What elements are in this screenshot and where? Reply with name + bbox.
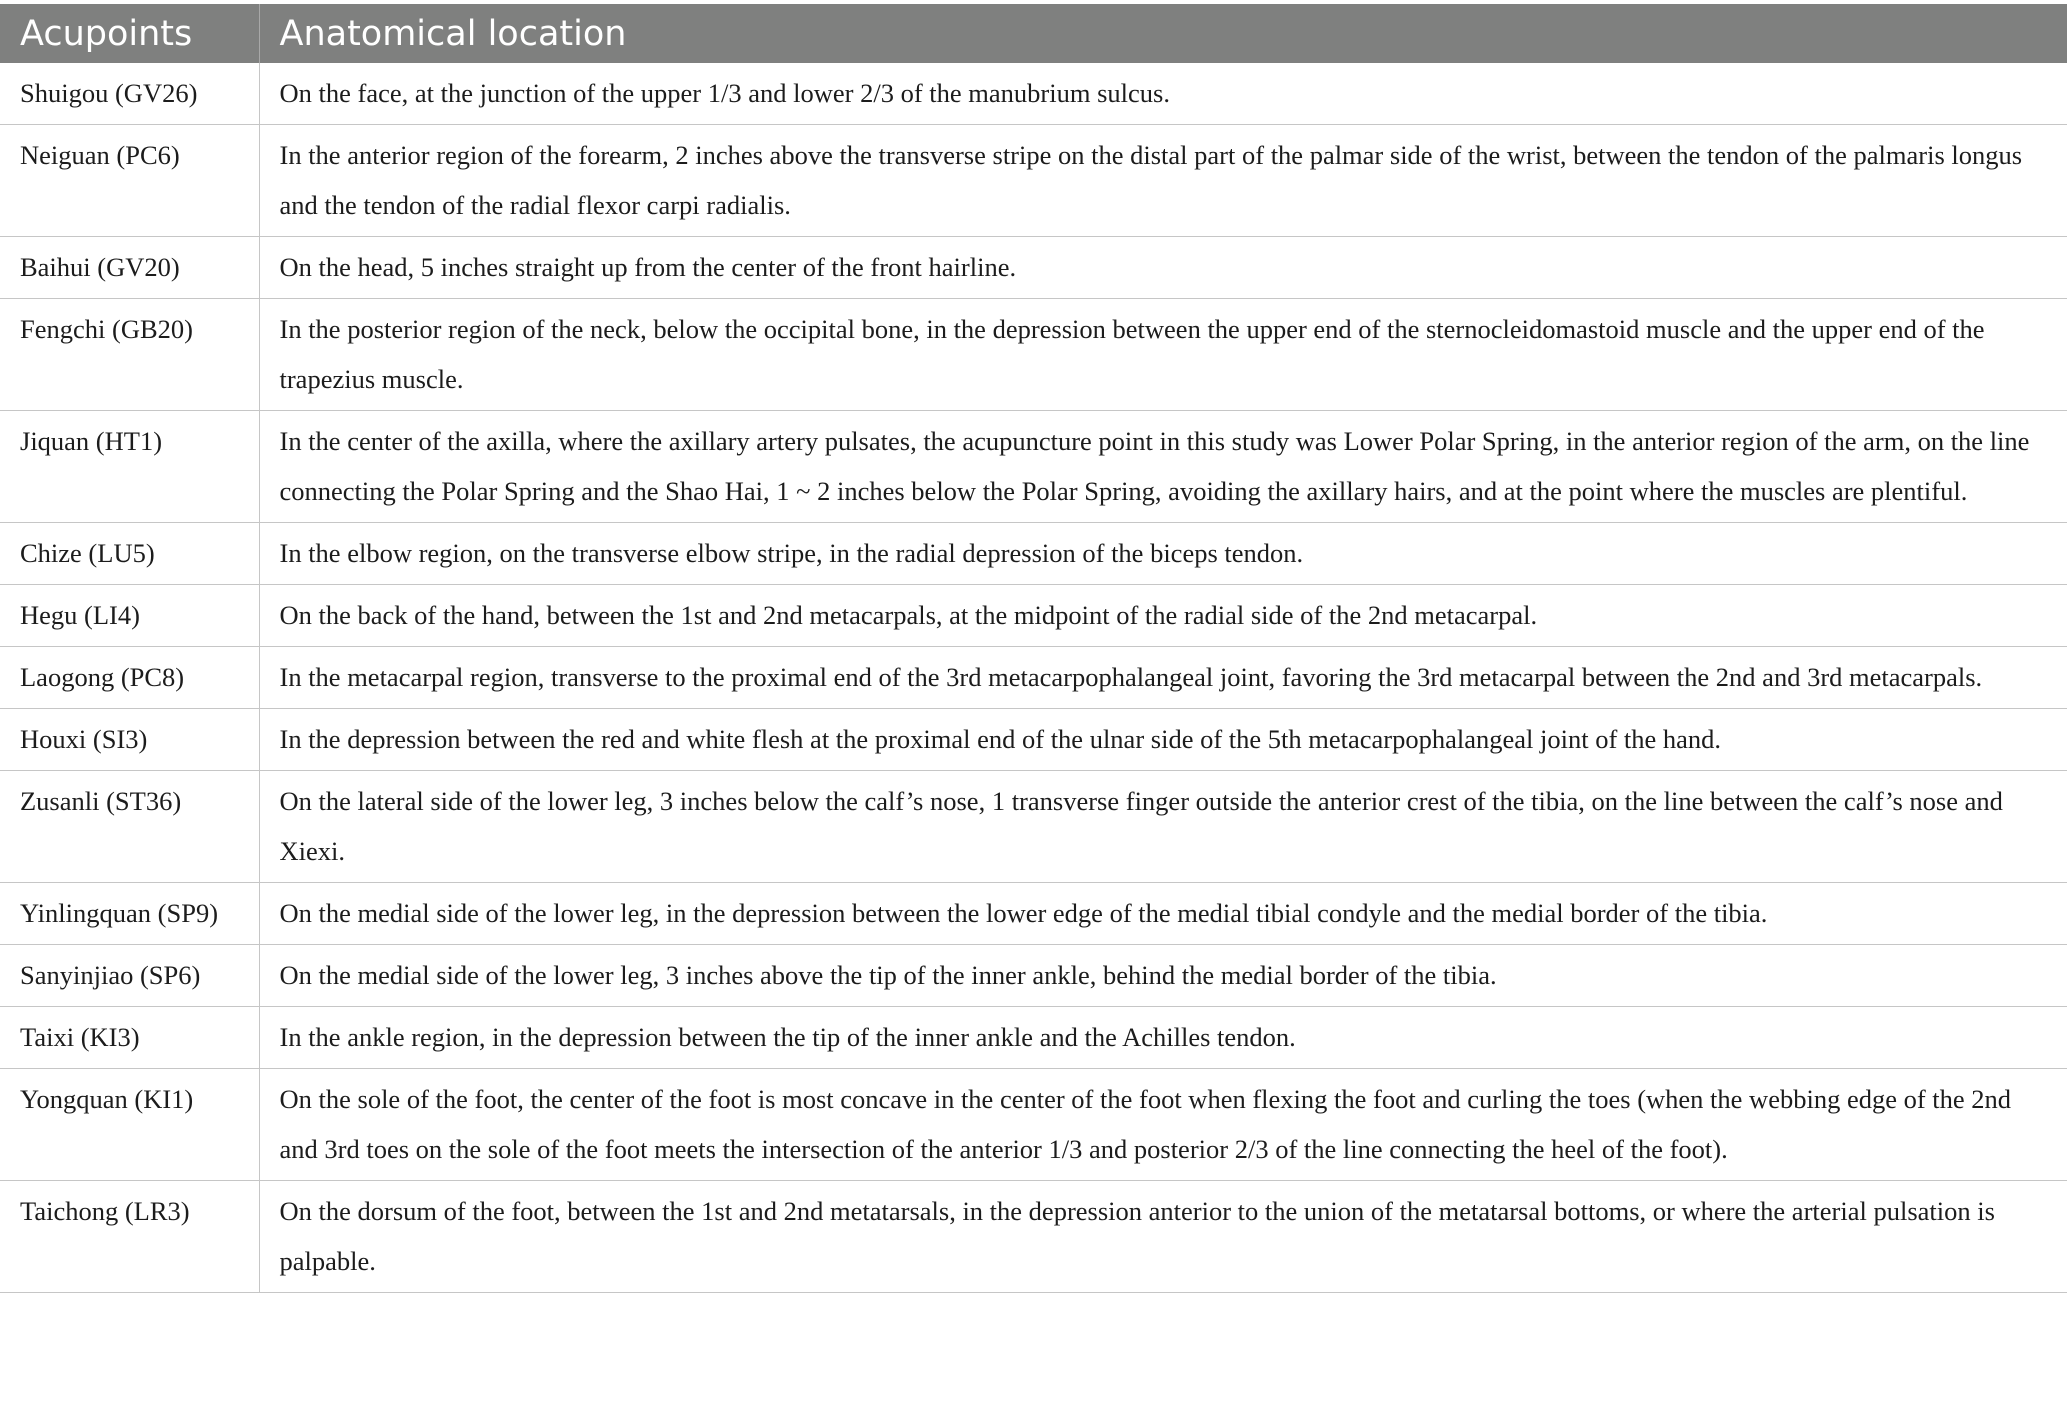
table-row <box>0 1069 2067 1181</box>
location-cell: In the depression between the red and white flesh at the proximal end of the ulnar side of the 5th metacarpophalangeal joint of the hand. <box>259 709 2067 771</box>
location-cell: In the elbow region, on the transverse elbow stripe, in the radial depression of the biceps tendon. <box>259 523 2067 585</box>
table-body <box>0 63 2067 1293</box>
table-row <box>0 1181 2067 1293</box>
acupoint-table <box>0 4 2067 1293</box>
acupoint-cell: Houxi (SI3) <box>0 709 259 771</box>
location-cell: On the face, at the junction of the upper 1/3 and lower 2/3 of the manubrium sulcus. <box>259 63 2067 125</box>
acupoint-cell: Fengchi (GB20) <box>0 299 259 411</box>
table-row <box>0 411 2067 523</box>
acupoint-cell: Jiquan (HT1) <box>0 411 259 523</box>
acupoint-cell: Yongquan (KI1) <box>0 1069 259 1181</box>
table-row <box>0 299 2067 411</box>
table-row <box>0 523 2067 585</box>
location-cell: On the lateral side of the lower leg, 3 inches below the calf’s nose, 1 transverse finger outside the anterior crest of the tibia, on the line between the calf’s nose and Xiexi. <box>259 771 2067 883</box>
table-row <box>0 945 2067 1007</box>
acupoint-cell: Neiguan (PC6) <box>0 125 259 237</box>
location-cell: On the head, 5 inches straight up from the center of the front hairline. <box>259 237 2067 299</box>
header-row <box>0 4 2067 63</box>
header-anatomical-location: Anatomical location <box>259 4 2067 63</box>
table-row <box>0 237 2067 299</box>
acupoint-cell: Chize (LU5) <box>0 523 259 585</box>
table-row <box>0 125 2067 237</box>
acupoint-cell: Shuigou (GV26) <box>0 63 259 125</box>
location-cell: On the medial side of the lower leg, 3 inches above the tip of the inner ankle, behind the medial border of the tibia. <box>259 945 2067 1007</box>
location-cell: In the anterior region of the forearm, 2 inches above the transverse stripe on the distal part of the palmar side of the wrist, between the tendon of the palmaris longus and the tendon of the radial flexor carpi radialis. <box>259 125 2067 237</box>
table-row <box>0 709 2067 771</box>
acupoint-table-container <box>0 4 2067 1293</box>
location-cell: On the medial side of the lower leg, in the depression between the lower edge of the medial tibial condyle and the medial border of the tibia. <box>259 883 2067 945</box>
acupoint-cell: Hegu (LI4) <box>0 585 259 647</box>
acupoint-cell: Baihui (GV20) <box>0 237 259 299</box>
acupoint-cell: Taixi (KI3) <box>0 1007 259 1069</box>
table-row <box>0 63 2067 125</box>
location-cell: On the dorsum of the foot, between the 1st and 2nd metatarsals, in the depression anterior to the union of the metatarsal bottoms, or where the arterial pulsation is palpable. <box>259 1181 2067 1293</box>
table-row <box>0 771 2067 883</box>
acupoint-cell: Sanyinjiao (SP6) <box>0 945 259 1007</box>
table-row <box>0 647 2067 709</box>
table-row <box>0 585 2067 647</box>
table-row <box>0 883 2067 945</box>
location-cell: On the sole of the foot, the center of the foot is most concave in the center of the foot when flexing the foot and curling the toes (when the webbing edge of the 2nd and 3rd toes on the sole of the foot meets the intersection of the anterior 1/3 and posterior 2/3 of the line connecting the heel of the foot). <box>259 1069 2067 1181</box>
location-cell: In the posterior region of the neck, below the occipital bone, in the depression between the upper end of the sternocleidomastoid muscle and the upper end of the trapezius muscle. <box>259 299 2067 411</box>
location-cell: On the back of the hand, between the 1st and 2nd metacarpals, at the midpoint of the radial side of the 2nd metacarpal. <box>259 585 2067 647</box>
acupoint-cell: Taichong (LR3) <box>0 1181 259 1293</box>
header-acupoints: Acupoints <box>0 4 259 63</box>
acupoint-cell: Laogong (PC8) <box>0 647 259 709</box>
acupoint-cell: Zusanli (ST36) <box>0 771 259 883</box>
location-cell: In the ankle region, in the depression between the tip of the inner ankle and the Achilles tendon. <box>259 1007 2067 1069</box>
location-cell: In the center of the axilla, where the axillary artery pulsates, the acupuncture point in this study was Lower Polar Spring, in the anterior region of the arm, on the line connecting the Polar Spring and the Shao Hai, 1 ~ 2 inches below the Polar Spring, avoiding the axillary hairs, and at the point where the muscles are plentiful. <box>259 411 2067 523</box>
table-row <box>0 1007 2067 1069</box>
acupoint-cell: Yinlingquan (SP9) <box>0 883 259 945</box>
location-cell: In the metacarpal region, transverse to the proximal end of the 3rd metacarpophalangeal joint, favoring the 3rd metacarpal between the 2nd and 3rd metacarpals. <box>259 647 2067 709</box>
table-header <box>0 4 2067 63</box>
